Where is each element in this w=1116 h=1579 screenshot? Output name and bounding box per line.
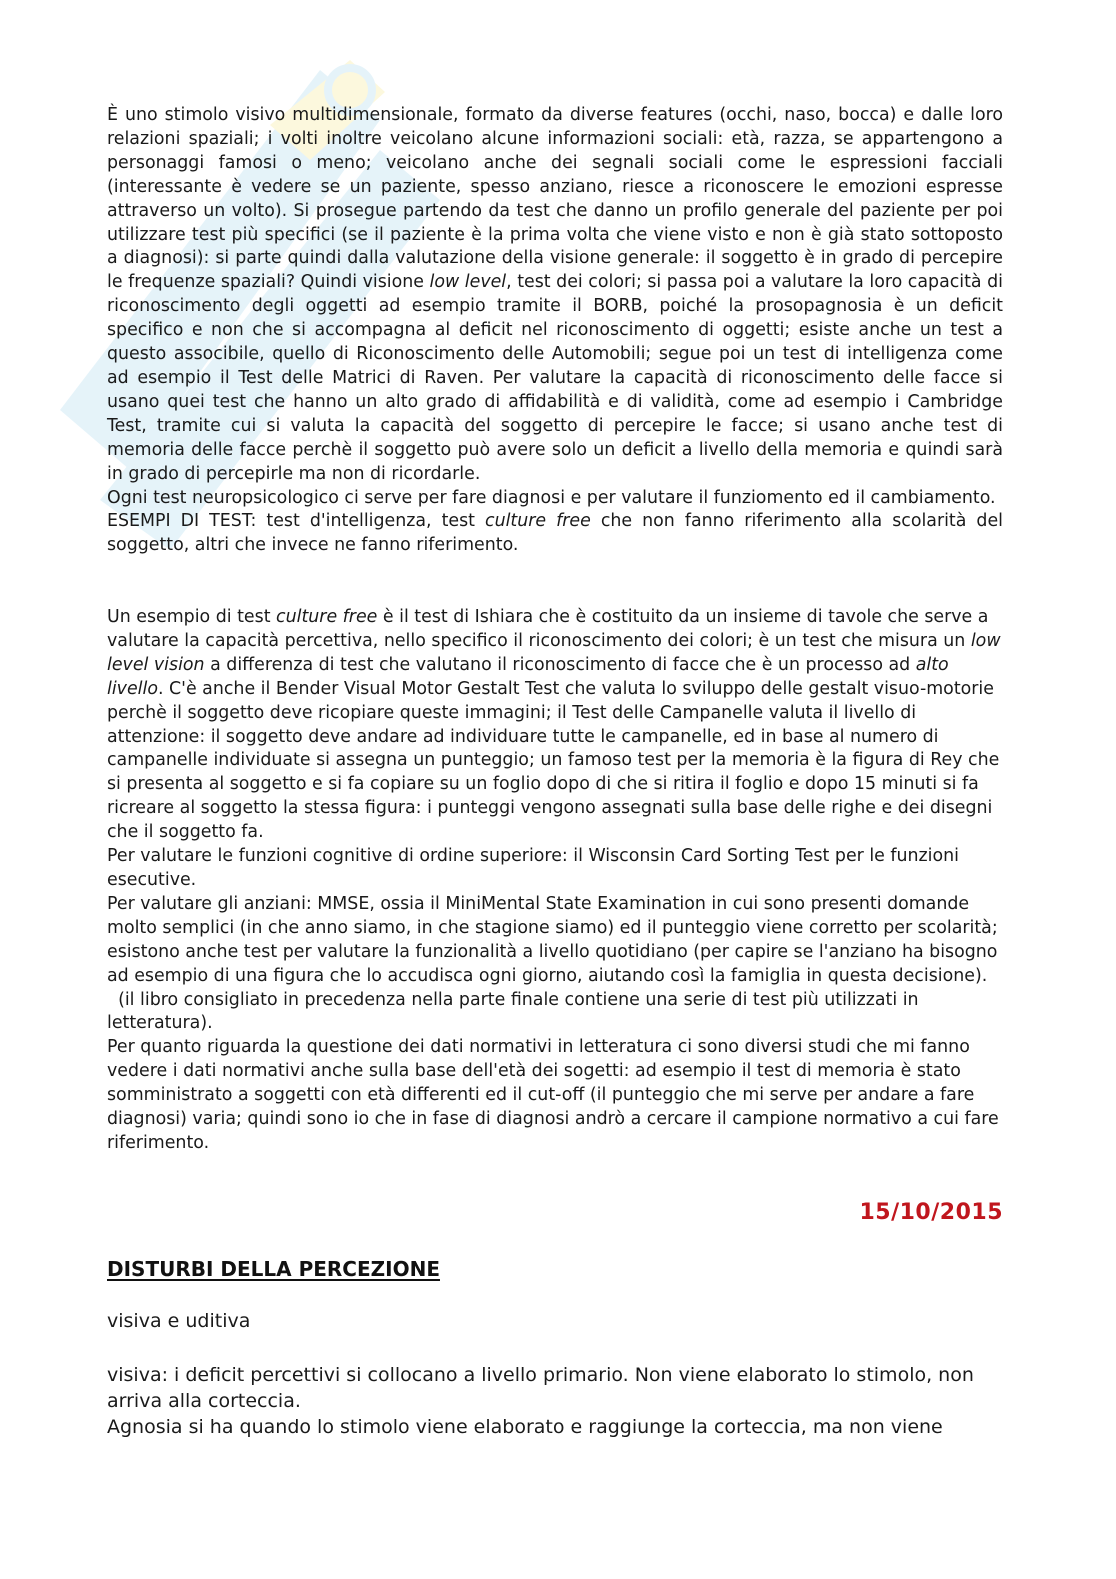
paragraph-book-note: (il libro consigliato in precedenza nella parte finale contiene una serie di test più utilizzati in letteratura). [107, 989, 925, 1034]
section-title: DISTURBI DELLA PERCEZIONE [107, 1257, 440, 1281]
paragraph-normative-data: Per quanto riguarda la questione dei dati normativi in letteratura ci sono diversi studi che mi fanno vedere i dati normativi anche sulla base dell'età dei sogetti: ad esempio il test di memoria è stato somministrato a soggetti con età differenti ed il cut-off (il punteggio che mi serve per andare a fare diagnosi) varia; quindi sono io che in fase di diagnosi andrò a cercare il campione normativo a cui fare riferimento. [107, 1037, 999, 1153]
body-text-ragged [107, 606, 1003, 1156]
paragraph-agnosia: Agnosia si ha quando lo stimolo viene elaborato e raggiunge la corteccia, ma non viene [107, 1416, 943, 1438]
paragraph-mmse: Per valutare gli anziani: MMSE, ossia il MiniMental State Examination in cui sono presenti domande molto semplici (in che anno siamo, in che stagione siamo) ed il punteggio viene corretto per scolarità; esistono anche test per valutare la funzionalità a livello quotidiano (per capire se l'anziano ha bisogno ad esempio di una figura che lo accudisca ogni giorno, aiutando così la famiglia in questa decisione). [107, 893, 998, 986]
paragraph-test-examples: ESEMPI DI TEST: test d'intelligenza, test culture free che non fanno riferimento alla scolarità del soggetto, altri che invece ne fanno riferimento. [107, 511, 1003, 556]
section-subtitle: visiva e uditiva [107, 1310, 251, 1332]
paragraph-face-stimulus: È uno stimolo visivo multidimensionale, formato da diverse features (occhi, naso, bocca) e dalle loro relazioni spaziali; i volti inoltre veicolano alcune informazioni sociali: età, razza, se appartengono a personaggi famosi o meno; veicolano anche dei segnali sociali come le espressioni facciali (interessante è vedere se un paziente, spesso anziano, riesce a riconoscere le emozioni espresse attraverso un volto). Si prosegue partendo da test che danno un profilo generale del paziente per poi utilizzare test più specifici (se il paziente è la prima volta che viene visto e non è già stato sottoposto a diagnosi): si parte quindi dalla valutazione della visione generale: il soggetto è in grado di percepire le frequenze spaziali? Quindi visione low level, test dei colori; si passa poi a valutare la loro capacità di riconoscimento degli oggetti ad esempio tramite il BORB, poiché la prosopagnosia è un deficit specifico e non che si accompagna al deficit nel riconoscimento di oggetti; esiste anche un test a questo associbile, quello di Riconoscimento delle Automobili; segue poi un test di intelligenza come ad esempio il Test delle Matrici di Raven. Per valutare la capacità di riconoscimento delle facce si usano quei test che hanno un alto grado di affidabilità e di validità, come ad esempio i Cambridge Test, tramite cui si valuta la capacità del soggetto di percepire le facce; si usano anche test di memoria delle facce perchè il soggetto può avere solo un deficit a livello della memoria e quindi sarà in grado di percepirle ma non di ricordarle. [107, 105, 1004, 484]
lecture-date: 15/10/2015 [859, 1200, 1003, 1225]
paragraph-ishiara: Un esempio di test culture free è il test di Ishiara che è costituito da un insieme di tavole che serve a valutare la capacità percettiva, nello specifico il riconoscimento dei colori; è un test che misura un low level vision a differenza di test che valutano il riconoscimento di facce che è un processo ad alto livello. C'è anche il Bender Visual Motor Gestalt Test che valuta lo sviluppo delle gestalt visuo-motorie perchè il soggetto deve ricopiare queste immagini; il Test delle Campanelle valuta il livello di attenzione: il soggetto deve andare ad individuare tutte le campanelle, ed in base al numero di campanelle individuate si assegna un punteggio; un famoso test per la memoria è la figura di Rey che si presenta al soggetto e si fa copiare su un foglio dopo di che si ritira il foglio e dopo 15 minuti si fa ricreare al soggetto la stessa figura: i punteggi vengono assegnati sulla base delle righe e dei disegni che il soggetto fa. [107, 607, 1001, 843]
paragraph-wisconsin: Per valutare le funzioni cognitive di ordine superiore: il Wisconsin Card Sorting Test per le funzioni esecutive. [107, 846, 959, 890]
body-text-justified [107, 104, 1003, 558]
paragraph-visual-deficit: visiva: i deficit percettivi si collocano a livello primario. Non viene elaborato lo stimolo, non arriva alla corteccia. [107, 1364, 974, 1412]
perception-text [107, 1362, 1003, 1440]
paragraph-neuropsych-test: Ogni test neuropsicologico ci serve per fare diagnosi e per valutare il funziomento ed il cambiamento. [107, 487, 996, 508]
